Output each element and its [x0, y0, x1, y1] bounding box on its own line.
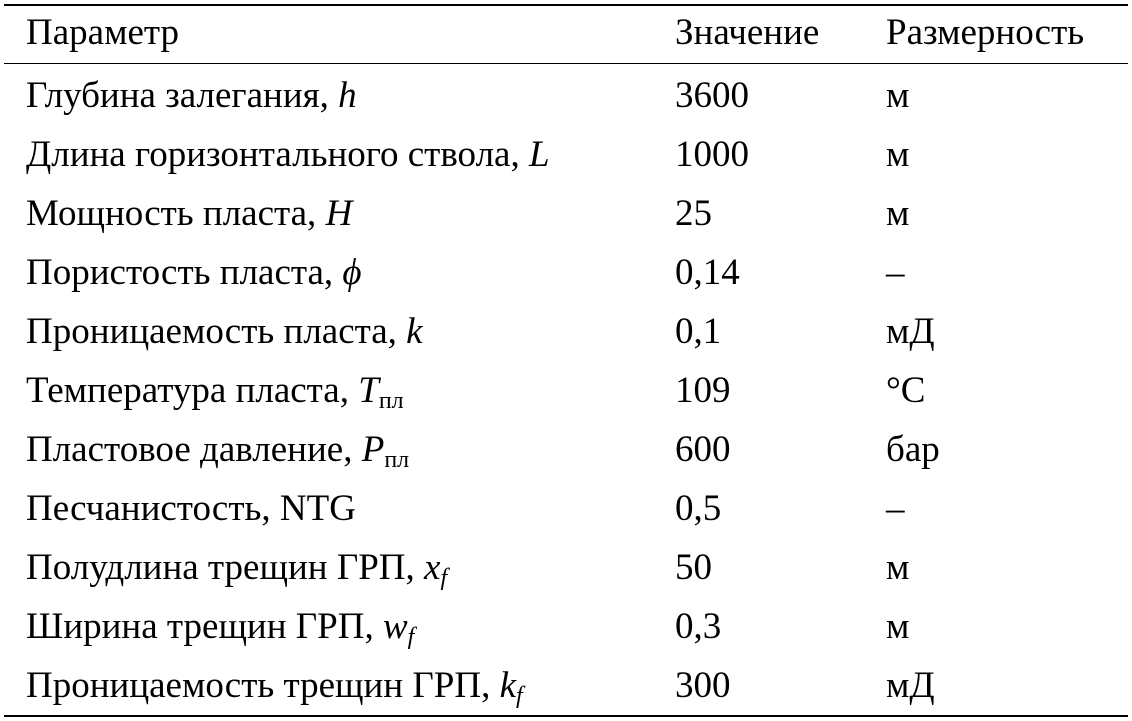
parameter-name — [26, 67, 357, 125]
parameter-label: Песчанистость, NTG — [26, 488, 356, 529]
table-row — [0, 480, 1132, 538]
parameter-name — [26, 244, 362, 302]
parameter-symbol: ϕ — [342, 252, 362, 293]
parameter-unit: – — [886, 252, 905, 293]
parameter-name — [26, 480, 356, 538]
parameter-unit: м — [886, 547, 910, 588]
header-parameter: Параметр — [26, 12, 180, 53]
parameter-name — [26, 185, 352, 243]
parameter-label: Температура пласта, — [26, 370, 359, 411]
parameter-label: Длина горизонтального ствола, — [26, 134, 529, 175]
parameter-label: Глубина залегания, — [26, 75, 339, 116]
parameter-unit: м — [886, 606, 910, 647]
parameter-symbol: L — [528, 134, 550, 175]
parameter-subscript: f — [440, 565, 448, 591]
parameter-symbol: P — [361, 429, 385, 470]
parameter-symbol: x — [424, 547, 441, 588]
parameter-value: 0,5 — [675, 488, 722, 529]
parameter-subscript: пл — [378, 388, 404, 414]
table-header-rule — [4, 63, 1128, 64]
table-row — [0, 421, 1132, 479]
parameter-value: 0,14 — [675, 252, 740, 293]
table-row — [0, 126, 1132, 184]
parameter-symbol: T — [358, 370, 379, 411]
parameter-value: 25 — [675, 193, 712, 234]
parameter-value: 300 — [675, 665, 731, 706]
parameter-unit: – — [886, 488, 905, 529]
parameter-value: 600 — [675, 429, 731, 470]
parameter-name — [26, 539, 447, 597]
table-row — [0, 303, 1132, 361]
parameter-unit: мД — [886, 665, 935, 706]
table-row — [0, 657, 1132, 715]
parameter-label: Пористость пласта, — [26, 252, 343, 293]
parameter-label: Проницаемость пласта, — [26, 311, 407, 352]
table-row — [0, 67, 1132, 125]
parameter-name — [26, 362, 404, 420]
parameter-name — [26, 421, 409, 479]
parameter-label: Ширина трещин ГРП, — [26, 606, 383, 647]
parameter-name — [26, 303, 423, 361]
parameter-subscript: пл — [384, 447, 410, 473]
parameter-label: Полудлина трещин ГРП, — [26, 547, 425, 588]
parameter-value: 0,1 — [675, 311, 722, 352]
header-unit: Размерность — [886, 12, 1085, 53]
parameter-name — [26, 598, 414, 656]
parameter-value: 3600 — [675, 75, 749, 116]
parameter-value: 0,3 — [675, 606, 722, 647]
parameter-symbol: w — [382, 606, 408, 647]
parameter-label: Мощность пласта, — [26, 193, 326, 234]
parameter-unit: бар — [886, 429, 940, 470]
parameter-name — [26, 657, 523, 715]
parameter-subscript: f — [407, 624, 415, 650]
parameter-symbol: k — [499, 665, 517, 706]
parameter-value: 1000 — [675, 134, 749, 175]
parameter-symbol: H — [325, 193, 353, 234]
table-row — [0, 598, 1132, 656]
parameter-unit: мД — [886, 311, 935, 352]
table-header-row — [0, 4, 1132, 62]
parameter-value: 50 — [675, 547, 712, 588]
table-row — [0, 539, 1132, 597]
parameter-unit: м — [886, 193, 910, 234]
table-bottom-rule — [4, 715, 1128, 717]
table-row — [0, 244, 1132, 302]
parameter-label: Пластовое давление, — [26, 429, 362, 470]
table-row — [0, 362, 1132, 420]
parameter-unit: °C — [886, 370, 926, 411]
parameter-unit: м — [886, 75, 910, 116]
parameter-name — [26, 126, 550, 184]
parameter-subscript: f — [516, 683, 523, 709]
parameter-label: Проницаемость трещин ГРП, — [26, 665, 500, 706]
parameter-symbol: h — [338, 75, 357, 116]
parameter-value: 109 — [675, 370, 731, 411]
header-value: Значение — [675, 12, 820, 53]
parameter-symbol: k — [406, 311, 423, 352]
table-row — [0, 185, 1132, 243]
parameter-unit: м — [886, 134, 910, 175]
